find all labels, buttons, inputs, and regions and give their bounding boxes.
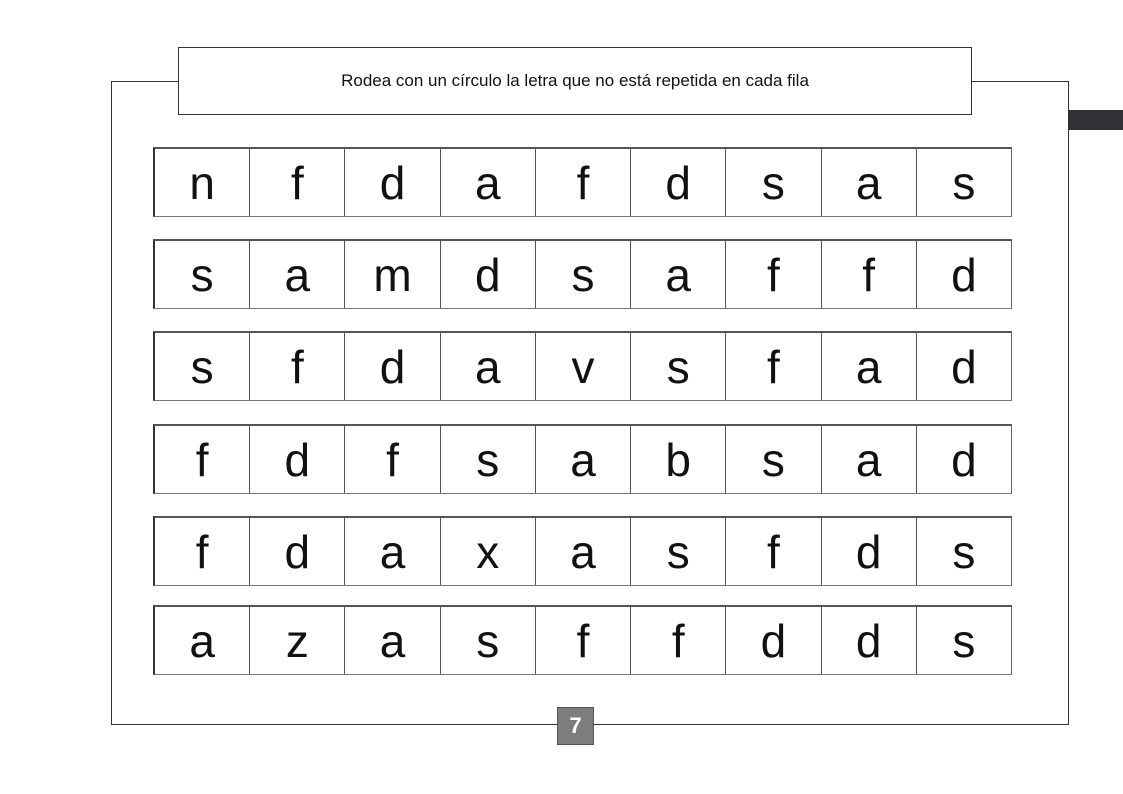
letter-cell[interactable]: s	[631, 333, 726, 400]
letter-row	[153, 147, 1012, 217]
letter-cell[interactable]: a	[345, 607, 440, 674]
letter-cell[interactable]: f	[726, 241, 821, 308]
letter-row	[153, 331, 1012, 401]
letter-cell[interactable]: s	[952, 614, 976, 667]
letter-cell[interactable]: s	[155, 241, 250, 308]
letter-cell[interactable]: s	[441, 426, 536, 493]
letter-cell[interactable]: a	[155, 607, 250, 674]
letter-cell[interactable]: a	[536, 426, 631, 493]
instruction-box	[178, 47, 972, 115]
letter-cell[interactable]: a	[631, 241, 726, 308]
letter-cell[interactable]: f	[536, 607, 631, 674]
letter-cell[interactable]: d	[951, 340, 977, 393]
letter-cell[interactable]: a	[822, 426, 917, 493]
page-number: 7	[569, 713, 582, 738]
letter-cell[interactable]: s	[952, 156, 976, 209]
letter-cell[interactable]: f	[631, 607, 726, 674]
side-tab-marker	[1068, 110, 1123, 130]
letter-cell[interactable]: a	[822, 333, 917, 400]
letter-cell[interactable]: d	[250, 518, 345, 585]
letter-cell[interactable]: a	[441, 149, 536, 216]
letter-cell[interactable]: a	[441, 333, 536, 400]
letter-cell[interactable]: m	[345, 241, 440, 308]
letter-cell[interactable]: d	[822, 518, 917, 585]
letter-cell[interactable]: f	[726, 518, 821, 585]
letter-cell[interactable]: d	[441, 241, 536, 308]
letter-cell[interactable]: s	[631, 518, 726, 585]
letter-cell[interactable]: s	[536, 241, 631, 308]
letter-cell[interactable]: f	[155, 426, 250, 493]
letter-cell[interactable]: f	[250, 149, 345, 216]
letter-cell[interactable]: d	[951, 433, 977, 486]
letter-cell[interactable]: s	[952, 525, 976, 578]
letter-row	[153, 424, 1012, 494]
letter-cell[interactable]: f	[726, 333, 821, 400]
letter-cell[interactable]: f	[345, 426, 440, 493]
letter-row	[153, 605, 1012, 675]
letter-cell[interactable]: a	[822, 149, 917, 216]
letter-cell[interactable]: d	[631, 149, 726, 216]
letter-cell[interactable]: d	[345, 149, 440, 216]
letter-cell[interactable]: f	[822, 241, 917, 308]
letter-cell[interactable]: s	[155, 333, 250, 400]
letter-row	[153, 239, 1012, 309]
letter-cell[interactable]: d	[822, 607, 917, 674]
letter-cell[interactable]: a	[345, 518, 440, 585]
letter-cell[interactable]: f	[250, 333, 345, 400]
letter-cell[interactable]: b	[631, 426, 726, 493]
letter-cell[interactable]: x	[441, 518, 536, 585]
letter-cell[interactable]: a	[536, 518, 631, 585]
letter-cell[interactable]: s	[441, 607, 536, 674]
page-number-badge	[557, 707, 594, 745]
letter-cell[interactable]: d	[726, 607, 821, 674]
letter-cell[interactable]: n	[155, 149, 250, 216]
letter-cell[interactable]: d	[250, 426, 345, 493]
instruction-text: Rodea con un círculo la letra que no está repetida en cada fila	[341, 71, 809, 90]
letter-cell[interactable]: s	[726, 426, 821, 493]
letter-cell[interactable]: f	[536, 149, 631, 216]
letter-cell[interactable]: d	[951, 248, 977, 301]
letter-row	[153, 516, 1012, 586]
letter-cell[interactable]: a	[250, 241, 345, 308]
letter-cell[interactable]: f	[155, 518, 250, 585]
letter-cell[interactable]: z	[250, 607, 345, 674]
letter-cell[interactable]: s	[726, 149, 821, 216]
letter-cell[interactable]: v	[536, 333, 631, 400]
letter-cell[interactable]: d	[345, 333, 440, 400]
